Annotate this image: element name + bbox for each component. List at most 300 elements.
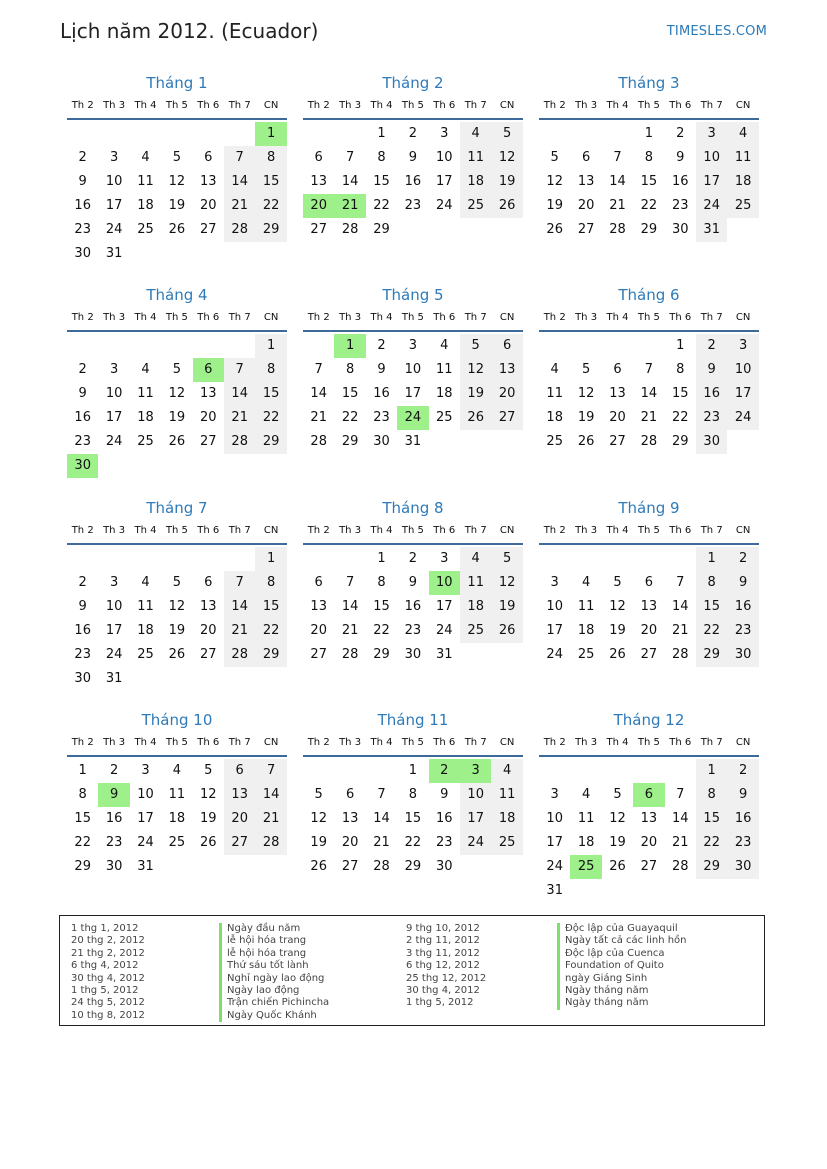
day-cell[interactable]: 12 [609,599,626,614]
day-cell[interactable]: 14 [310,386,327,401]
day-cell[interactable]: 20 [200,410,217,425]
day-cell[interactable]: 30 [436,859,453,874]
day-cell[interactable]: 26 [200,835,217,850]
day-cell[interactable]: 28 [672,859,689,874]
day-cell[interactable]: 12 [168,599,186,614]
day-cell[interactable]: 31 [546,883,563,898]
day-cell[interactable]: 17 [436,174,453,189]
day-cell[interactable]: 15 [640,174,658,189]
day-cell[interactable]: 1 [255,547,286,571]
day-cell[interactable]: 19 [546,198,563,213]
day-cell[interactable]: 11 [137,174,154,189]
day-cell[interactable]: 4 [460,547,491,571]
day-cell[interactable]: 6 [633,783,664,807]
day-cell[interactable]: 17 [105,410,123,425]
day-cell[interactable]: 19 [168,410,186,425]
day-cell[interactable]: 21 [672,623,689,638]
day-cell[interactable]: 14 [672,811,689,826]
day-cell[interactable]: 8 [676,362,685,377]
day-cell[interactable]: 19 [168,623,186,638]
day-cell[interactable]: 4 [727,122,758,146]
day-cell[interactable]: 28 [609,222,626,237]
day-cell[interactable]: 20 [200,623,217,638]
day-cell[interactable]: 10 [696,146,727,170]
day-cell[interactable]: 15 [373,174,390,189]
day-cell[interactable]: 19 [310,835,327,850]
day-cell[interactable]: 6 [613,362,622,377]
day-cell[interactable]: 30 [696,430,727,454]
day-cell[interactable]: 4 [581,787,591,802]
day-cell[interactable]: 5 [314,787,323,802]
day-cell[interactable]: 13 [640,811,658,826]
day-cell[interactable]: 18 [460,170,491,194]
day-cell[interactable]: 10 [436,150,453,165]
day-cell[interactable]: 31 [696,218,727,242]
day-cell[interactable]: 11 [460,571,491,595]
day-cell[interactable]: 18 [137,198,154,213]
day-cell[interactable]: 23 [404,623,422,638]
day-cell[interactable]: 28 [224,643,255,667]
day-cell[interactable]: 2 [727,759,758,783]
day-cell[interactable]: 2 [377,338,386,353]
day-cell[interactable]: 16 [404,599,422,614]
day-cell[interactable]: 25 [168,835,186,850]
day-cell[interactable]: 10 [105,386,123,401]
day-cell[interactable]: 25 [137,647,154,662]
day-cell[interactable]: 29 [672,434,689,449]
day-cell[interactable]: 5 [613,575,622,590]
day-cell[interactable]: 15 [74,811,91,826]
day-cell[interactable]: 3 [141,763,150,778]
day-cell[interactable]: 13 [310,174,327,189]
day-cell[interactable]: 16 [74,623,91,638]
day-cell[interactable]: 6 [204,150,213,165]
day-cell[interactable]: 29 [255,643,286,667]
day-cell[interactable]: 13 [224,783,255,807]
day-cell[interactable]: 9 [440,787,449,802]
day-cell[interactable]: 8 [78,787,87,802]
day-cell[interactable]: 7 [345,575,355,590]
day-cell[interactable]: 23 [727,619,758,643]
day-cell[interactable]: 1 [255,334,286,358]
day-cell[interactable]: 24 [105,647,123,662]
day-cell[interactable]: 4 [581,575,591,590]
day-cell[interactable]: 10 [404,362,422,377]
day-cell[interactable]: 18 [546,410,563,425]
day-cell[interactable]: 21 [224,406,255,430]
day-cell[interactable]: 15 [672,386,689,401]
day-cell[interactable]: 24 [436,198,453,213]
day-cell[interactable]: 24 [436,623,453,638]
day-cell[interactable]: 28 [341,647,359,662]
day-cell[interactable]: 28 [640,434,658,449]
day-cell[interactable]: 26 [609,647,626,662]
day-cell[interactable]: 9 [696,358,727,382]
day-cell[interactable]: 10 [105,599,123,614]
day-cell[interactable]: 1 [377,126,386,141]
day-cell[interactable]: 18 [577,623,595,638]
day-cell[interactable]: 23 [74,222,91,237]
day-cell[interactable]: 30 [74,671,91,686]
day-cell[interactable]: 3 [440,126,449,141]
day-cell[interactable]: 3 [109,150,119,165]
day-cell[interactable]: 13 [577,174,595,189]
day-cell[interactable]: 28 [224,218,255,242]
day-cell[interactable]: 22 [640,198,658,213]
day-cell[interactable]: 7 [224,358,255,382]
day-cell[interactable]: 29 [255,218,286,242]
day-cell[interactable]: 29 [255,430,286,454]
day-cell[interactable]: 7 [314,362,323,377]
day-cell[interactable]: 21 [255,807,286,831]
day-cell[interactable]: 4 [550,362,559,377]
day-cell[interactable]: 22 [74,835,91,850]
day-cell[interactable]: 25 [137,222,154,237]
day-cell[interactable]: 17 [137,811,154,826]
day-cell[interactable]: 26 [546,222,563,237]
day-cell[interactable]: 2 [408,126,418,141]
day-cell[interactable]: 18 [577,835,595,850]
day-cell[interactable]: 28 [672,647,689,662]
day-cell[interactable]: 22 [373,623,390,638]
day-cell[interactable]: 26 [460,406,491,430]
day-cell[interactable]: 20 [310,623,327,638]
day-cell[interactable]: 21 [672,835,689,850]
day-cell[interactable]: 8 [696,571,727,595]
day-cell[interactable]: 31 [137,859,154,874]
day-cell[interactable]: 19 [577,410,595,425]
day-cell[interactable]: 6 [345,787,355,802]
day-cell[interactable]: 5 [172,575,182,590]
day-cell[interactable]: 7 [644,362,654,377]
day-cell[interactable]: 19 [609,623,626,638]
day-cell[interactable]: 17 [546,623,563,638]
day-cell[interactable]: 14 [224,170,255,194]
day-cell[interactable]: 31 [105,671,123,686]
day-cell[interactable]: 15 [404,811,422,826]
day-cell[interactable]: 25 [460,194,491,218]
day-cell[interactable]: 18 [436,386,453,401]
day-cell[interactable]: 13 [491,358,522,382]
day-cell[interactable]: 2 [676,126,685,141]
day-cell[interactable]: 30 [373,434,390,449]
day-cell[interactable]: 14 [672,599,689,614]
day-cell[interactable]: 20 [609,410,626,425]
day-cell[interactable]: 30 [727,855,758,879]
day-cell[interactable]: 19 [609,835,626,850]
day-cell[interactable]: 13 [200,599,217,614]
day-cell[interactable]: 29 [373,222,390,237]
day-cell[interactable]: 9 [98,783,129,807]
day-cell[interactable]: 20 [491,382,522,406]
day-cell[interactable]: 2 [78,575,87,590]
day-cell[interactable]: 4 [460,122,491,146]
day-cell[interactable]: 11 [436,362,453,377]
day-cell[interactable]: 6 [314,575,323,590]
day-cell[interactable]: 13 [640,599,658,614]
day-cell[interactable]: 26 [310,859,327,874]
day-cell[interactable]: 4 [440,338,449,353]
day-cell[interactable]: 29 [341,434,359,449]
day-cell[interactable]: 25 [570,855,601,879]
day-cell[interactable]: 27 [609,434,626,449]
day-cell[interactable]: 18 [168,811,186,826]
day-cell[interactable]: 12 [168,386,186,401]
day-cell[interactable]: 22 [255,406,286,430]
day-cell[interactable]: 11 [137,386,154,401]
day-cell[interactable]: 17 [546,835,563,850]
day-cell[interactable]: 21 [334,194,365,218]
day-cell[interactable]: 25 [491,831,522,855]
day-cell[interactable]: 3 [550,787,559,802]
day-cell[interactable]: 27 [310,647,327,662]
day-cell[interactable]: 14 [341,599,359,614]
day-cell[interactable]: 16 [696,382,727,406]
day-cell[interactable]: 25 [577,647,595,662]
day-cell[interactable]: 1 [696,547,727,571]
day-cell[interactable]: 14 [373,811,390,826]
day-cell[interactable]: 15 [341,386,359,401]
day-cell[interactable]: 2 [408,551,418,566]
day-cell[interactable]: 26 [491,194,522,218]
day-cell[interactable]: 5 [550,150,559,165]
day-cell[interactable]: 6 [204,575,213,590]
day-cell[interactable]: 6 [491,334,522,358]
day-cell[interactable]: 27 [224,831,255,855]
day-cell[interactable]: 27 [640,859,658,874]
day-cell[interactable]: 3 [408,338,418,353]
day-cell[interactable]: 27 [341,859,359,874]
day-cell[interactable]: 12 [491,146,522,170]
day-cell[interactable]: 12 [491,571,522,595]
day-cell[interactable]: 15 [255,595,286,619]
day-cell[interactable]: 13 [200,386,217,401]
day-cell[interactable]: 9 [78,174,87,189]
day-cell[interactable]: 18 [137,623,154,638]
day-cell[interactable]: 16 [727,595,758,619]
day-cell[interactable]: 3 [109,575,119,590]
day-cell[interactable]: 9 [408,150,418,165]
day-cell[interactable]: 1 [676,338,685,353]
day-cell[interactable]: 17 [105,198,123,213]
day-cell[interactable]: 24 [460,831,491,855]
day-cell[interactable]: 26 [168,222,186,237]
day-cell[interactable]: 16 [727,807,758,831]
day-cell[interactable]: 16 [373,386,390,401]
day-cell[interactable]: 23 [105,835,123,850]
day-cell[interactable]: 27 [200,647,217,662]
day-cell[interactable]: 24 [105,434,123,449]
day-cell[interactable]: 23 [74,647,91,662]
day-cell[interactable]: 23 [74,434,91,449]
day-cell[interactable]: 14 [640,386,658,401]
day-cell[interactable]: 27 [491,406,522,430]
day-cell[interactable]: 12 [546,174,563,189]
day-cell[interactable]: 20 [577,198,595,213]
day-cell[interactable]: 29 [74,859,91,874]
site-link[interactable]: TIMESLES.COM [666,24,767,39]
day-cell[interactable]: 5 [581,362,591,377]
day-cell[interactable]: 22 [255,194,286,218]
day-cell[interactable]: 17 [436,599,453,614]
day-cell[interactable]: 6 [193,358,224,382]
day-cell[interactable]: 23 [696,406,727,430]
day-cell[interactable]: 13 [200,174,217,189]
day-cell[interactable]: 25 [727,194,758,218]
day-cell[interactable]: 20 [303,194,334,218]
day-cell[interactable]: 4 [141,150,150,165]
day-cell[interactable]: 30 [672,222,689,237]
day-cell[interactable]: 7 [345,150,355,165]
day-cell[interactable]: 25 [436,410,453,425]
day-cell[interactable]: 22 [672,410,689,425]
day-cell[interactable]: 22 [341,410,359,425]
day-cell[interactable]: 7 [224,146,255,170]
day-cell[interactable]: 24 [727,406,758,430]
day-cell[interactable]: 8 [408,787,418,802]
day-cell[interactable]: 28 [255,831,286,855]
day-cell[interactable]: 21 [224,194,255,218]
day-cell[interactable]: 9 [408,575,418,590]
day-cell[interactable]: 22 [373,198,390,213]
day-cell[interactable]: 23 [436,835,453,850]
day-cell[interactable]: 1 [644,126,654,141]
day-cell[interactable]: 17 [696,170,727,194]
day-cell[interactable]: 17 [727,382,758,406]
day-cell[interactable]: 21 [373,835,390,850]
day-cell[interactable]: 28 [224,430,255,454]
day-cell[interactable]: 4 [172,763,182,778]
day-cell[interactable]: 9 [78,386,87,401]
day-cell[interactable]: 15 [373,599,390,614]
day-cell[interactable]: 6 [644,575,654,590]
day-cell[interactable]: 16 [74,198,91,213]
day-cell[interactable]: 13 [310,599,327,614]
day-cell[interactable]: 18 [137,410,154,425]
day-cell[interactable]: 3 [696,122,727,146]
day-cell[interactable]: 2 [727,547,758,571]
day-cell[interactable]: 20 [200,198,217,213]
day-cell[interactable]: 11 [546,386,563,401]
day-cell[interactable]: 21 [224,619,255,643]
day-cell[interactable]: 11 [577,599,595,614]
day-cell[interactable]: 7 [676,787,685,802]
day-cell[interactable]: 4 [491,759,522,783]
day-cell[interactable]: 4 [141,575,150,590]
day-cell[interactable]: 16 [672,174,689,189]
day-cell[interactable]: 7 [224,571,255,595]
day-cell[interactable]: 12 [460,358,491,382]
day-cell[interactable]: 21 [640,410,658,425]
day-cell[interactable]: 18 [491,807,522,831]
day-cell[interactable]: 2 [696,334,727,358]
day-cell[interactable]: 16 [436,811,453,826]
day-cell[interactable]: 13 [341,811,359,826]
day-cell[interactable]: 8 [345,362,355,377]
day-cell[interactable]: 27 [200,434,217,449]
day-cell[interactable]: 1 [334,334,365,358]
day-cell[interactable]: 12 [609,811,626,826]
day-cell[interactable]: 24 [105,222,123,237]
day-cell[interactable]: 7 [377,787,386,802]
day-cell[interactable]: 11 [577,811,595,826]
day-cell[interactable]: 11 [460,146,491,170]
day-cell[interactable]: 12 [168,174,186,189]
day-cell[interactable]: 19 [491,170,522,194]
day-cell[interactable]: 14 [255,783,286,807]
day-cell[interactable]: 2 [78,150,87,165]
day-cell[interactable]: 18 [460,595,491,619]
day-cell[interactable]: 30 [404,647,422,662]
day-cell[interactable]: 17 [460,807,491,831]
day-cell[interactable]: 5 [613,787,622,802]
day-cell[interactable]: 3 [460,759,491,783]
day-cell[interactable]: 30 [727,643,758,667]
day-cell[interactable]: 27 [640,647,658,662]
day-cell[interactable]: 11 [168,787,186,802]
day-cell[interactable]: 5 [460,334,491,358]
day-cell[interactable]: 21 [310,410,327,425]
day-cell[interactable]: 30 [105,859,123,874]
day-cell[interactable]: 6 [581,150,591,165]
day-cell[interactable]: 14 [224,382,255,406]
day-cell[interactable]: 31 [105,246,123,261]
day-cell[interactable]: 23 [672,198,689,213]
day-cell[interactable]: 2 [429,759,460,783]
day-cell[interactable]: 19 [200,811,217,826]
day-cell[interactable]: 15 [255,170,286,194]
day-cell[interactable]: 21 [341,623,359,638]
day-cell[interactable]: 27 [577,222,595,237]
day-cell[interactable]: 28 [341,222,359,237]
day-cell[interactable]: 10 [727,358,758,382]
day-cell[interactable]: 7 [676,575,685,590]
day-cell[interactable]: 20 [341,835,359,850]
day-cell[interactable]: 25 [460,619,491,643]
day-cell[interactable]: 22 [404,835,422,850]
day-cell[interactable]: 24 [546,647,563,662]
day-cell[interactable]: 23 [404,198,422,213]
day-cell[interactable]: 25 [137,434,154,449]
day-cell[interactable]: 5 [172,150,182,165]
day-cell[interactable]: 13 [609,386,626,401]
day-cell[interactable]: 8 [696,783,727,807]
day-cell[interactable]: 10 [105,174,123,189]
day-cell[interactable]: 16 [105,811,123,826]
day-cell[interactable]: 5 [491,122,522,146]
day-cell[interactable]: 10 [460,783,491,807]
day-cell[interactable]: 8 [255,358,286,382]
day-cell[interactable]: 9 [727,783,758,807]
day-cell[interactable]: 11 [727,146,758,170]
day-cell[interactable]: 10 [137,787,154,802]
day-cell[interactable]: 24 [546,859,563,874]
day-cell[interactable]: 1 [408,763,418,778]
day-cell[interactable]: 3 [109,362,119,377]
day-cell[interactable]: 31 [404,434,422,449]
day-cell[interactable]: 4 [141,362,150,377]
day-cell[interactable]: 8 [377,575,386,590]
day-cell[interactable]: 12 [310,811,327,826]
day-cell[interactable]: 5 [491,547,522,571]
day-cell[interactable]: 14 [341,174,359,189]
day-cell[interactable]: 22 [255,619,286,643]
day-cell[interactable]: 25 [546,434,563,449]
day-cell[interactable]: 5 [172,362,182,377]
day-cell[interactable]: 10 [546,811,563,826]
day-cell[interactable]: 16 [74,410,91,425]
day-cell[interactable]: 24 [696,194,727,218]
